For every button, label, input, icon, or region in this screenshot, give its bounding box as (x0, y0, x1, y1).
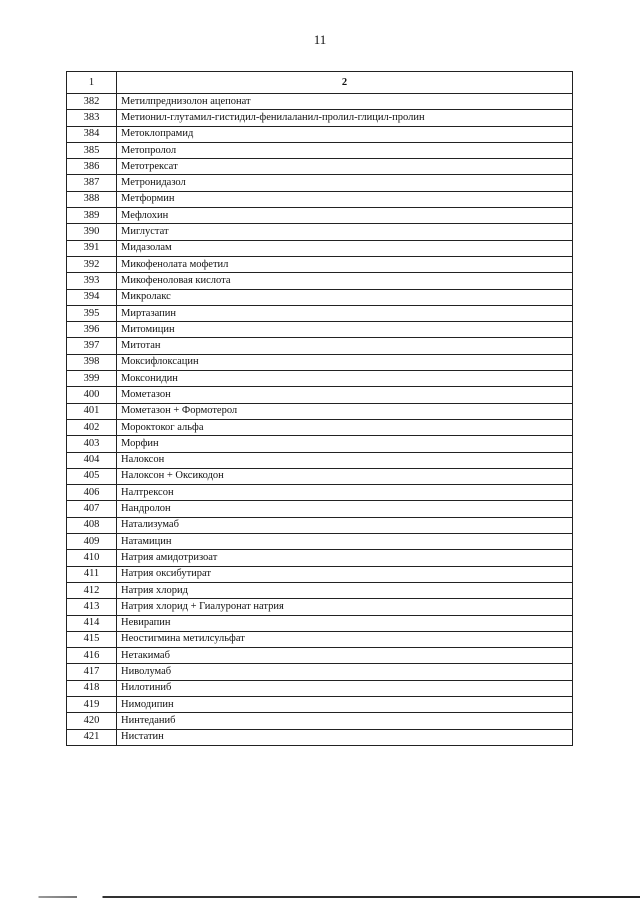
table-header-row (67, 72, 573, 94)
row-number-cell: 400 (67, 387, 117, 403)
table-row (67, 696, 573, 712)
row-number-cell: 418 (67, 680, 117, 696)
row-number-cell: 399 (67, 371, 117, 387)
row-number-cell: 390 (67, 224, 117, 240)
row-number-cell: 389 (67, 208, 117, 224)
table-row (67, 159, 573, 175)
table-row (67, 599, 573, 615)
row-number-cell: 404 (67, 452, 117, 468)
row-number-cell: 384 (67, 126, 117, 142)
table-row (67, 419, 573, 435)
drug-name-cell: Метилпреднизолон ацепонат (117, 94, 573, 110)
table-row (67, 436, 573, 452)
drug-list-table (66, 71, 573, 746)
row-number-cell: 394 (67, 289, 117, 305)
row-number-cell: 391 (67, 240, 117, 256)
row-number-cell: 387 (67, 175, 117, 191)
row-number-cell: 401 (67, 403, 117, 419)
table-row (67, 680, 573, 696)
drug-name-cell: Метронидазол (117, 175, 573, 191)
table-row (67, 273, 573, 289)
table-row (67, 142, 573, 158)
drug-name-cell: Митомицин (117, 322, 573, 338)
row-number-cell: 386 (67, 159, 117, 175)
drug-name-cell: Неостигмина метилсульфат (117, 631, 573, 647)
drug-name-cell: Мометазон (117, 387, 573, 403)
table-row (67, 729, 573, 745)
row-number-cell: 417 (67, 664, 117, 680)
row-number-cell: 383 (67, 110, 117, 126)
row-number-cell: 392 (67, 256, 117, 272)
drug-name-cell: Натрия оксибутират (117, 566, 573, 582)
table-row (67, 94, 573, 110)
row-number-cell: 395 (67, 305, 117, 321)
drug-name-cell: Натрия амидотризоат (117, 550, 573, 566)
table-row (67, 615, 573, 631)
table-row (67, 175, 573, 191)
page-number: 11 (313, 32, 327, 47)
row-number-cell: 402 (67, 419, 117, 435)
table-row (67, 501, 573, 517)
row-number-cell: 413 (67, 599, 117, 615)
row-number-cell: 419 (67, 696, 117, 712)
row-number-cell: 397 (67, 338, 117, 354)
table-row (67, 110, 573, 126)
table-row (67, 648, 573, 664)
drug-name-cell: Натамицин (117, 534, 573, 550)
table-row (67, 468, 573, 484)
drug-name-cell: Мометазон + Формотерол (117, 403, 573, 419)
table-row (67, 126, 573, 142)
table-row (67, 403, 573, 419)
table-row (67, 338, 573, 354)
drug-name-cell: Мефлохин (117, 208, 573, 224)
row-number-cell: 382 (67, 94, 117, 110)
drug-name-cell: Натрия хлорид (117, 582, 573, 598)
table-row (67, 387, 573, 403)
row-number-cell: 385 (67, 142, 117, 158)
table-row (67, 240, 573, 256)
row-number-cell: 420 (67, 713, 117, 729)
row-number-cell: 421 (67, 729, 117, 745)
drug-name-cell: Нилотиниб (117, 680, 573, 696)
row-number-cell: 388 (67, 191, 117, 207)
table-row (67, 534, 573, 550)
drug-name-cell: Микролакс (117, 289, 573, 305)
drug-name-cell: Метионил-глутамил-гистидил-фенилаланил-пролил-глицил-пролин (117, 110, 573, 126)
table-row (67, 566, 573, 582)
table-row (67, 582, 573, 598)
drug-name-cell: Невирапин (117, 615, 573, 631)
drug-name-cell: Метопролол (117, 142, 573, 158)
table-row (67, 485, 573, 501)
table-row (67, 713, 573, 729)
drug-name-cell: Микофенолата мофетил (117, 256, 573, 272)
drug-name-cell: Нинтеданиб (117, 713, 573, 729)
drug-name-cell: Моксонидин (117, 371, 573, 387)
drug-name-cell: Налоксон + Оксикодон (117, 468, 573, 484)
table-row (67, 289, 573, 305)
drug-name-cell: Метотрексат (117, 159, 573, 175)
drug-name-cell: Натрия хлорид + Гиалуронат натрия (117, 599, 573, 615)
row-number-cell: 415 (67, 631, 117, 647)
drug-name-cell: Морфин (117, 436, 573, 452)
drug-name-cell: Ниволумаб (117, 664, 573, 680)
table-row (67, 224, 573, 240)
drug-name-cell: Миглустат (117, 224, 573, 240)
row-number-cell: 393 (67, 273, 117, 289)
table-row (67, 452, 573, 468)
row-number-cell: 410 (67, 550, 117, 566)
table-row (67, 191, 573, 207)
drug-name-cell: Миртазапин (117, 305, 573, 321)
drug-name-cell: Нимодипин (117, 696, 573, 712)
row-number-cell: 403 (67, 436, 117, 452)
table-row (67, 371, 573, 387)
row-number-cell: 412 (67, 582, 117, 598)
row-number-cell: 406 (67, 485, 117, 501)
row-number-cell: 408 (67, 517, 117, 533)
drug-name-cell: Натализумаб (117, 517, 573, 533)
drug-name-cell: Налтрексон (117, 485, 573, 501)
drug-name-cell: Мидазолам (117, 240, 573, 256)
table-row (67, 517, 573, 533)
row-number-cell: 396 (67, 322, 117, 338)
drug-name-cell: Моксифлоксацин (117, 354, 573, 370)
drug-name-cell: Митотан (117, 338, 573, 354)
row-number-cell: 405 (67, 468, 117, 484)
table-row (67, 550, 573, 566)
drug-name-cell: Мороктоког альфа (117, 419, 573, 435)
table-row (67, 208, 573, 224)
row-number-cell: 416 (67, 648, 117, 664)
row-number-cell: 411 (67, 566, 117, 582)
scan-artifact-line (0, 896, 640, 898)
row-number-cell: 398 (67, 354, 117, 370)
drug-name-cell: Метформин (117, 191, 573, 207)
drug-name-cell: Налоксон (117, 452, 573, 468)
table-row (67, 305, 573, 321)
row-number-cell: 414 (67, 615, 117, 631)
table-row (67, 322, 573, 338)
row-number-cell: 409 (67, 534, 117, 550)
drug-name-cell: Нетакимаб (117, 648, 573, 664)
drug-name-cell: Нистатин (117, 729, 573, 745)
table-row (67, 256, 573, 272)
drug-name-cell: Метоклопрамид (117, 126, 573, 142)
drug-name-cell: Микофеноловая кислота (117, 273, 573, 289)
drug-name-cell: Нандролон (117, 501, 573, 517)
table-row (67, 631, 573, 647)
row-number-cell: 407 (67, 501, 117, 517)
column-header-name: 2 (117, 72, 573, 94)
table-row (67, 664, 573, 680)
table-row (67, 354, 573, 370)
column-header-number: 1 (67, 72, 117, 94)
